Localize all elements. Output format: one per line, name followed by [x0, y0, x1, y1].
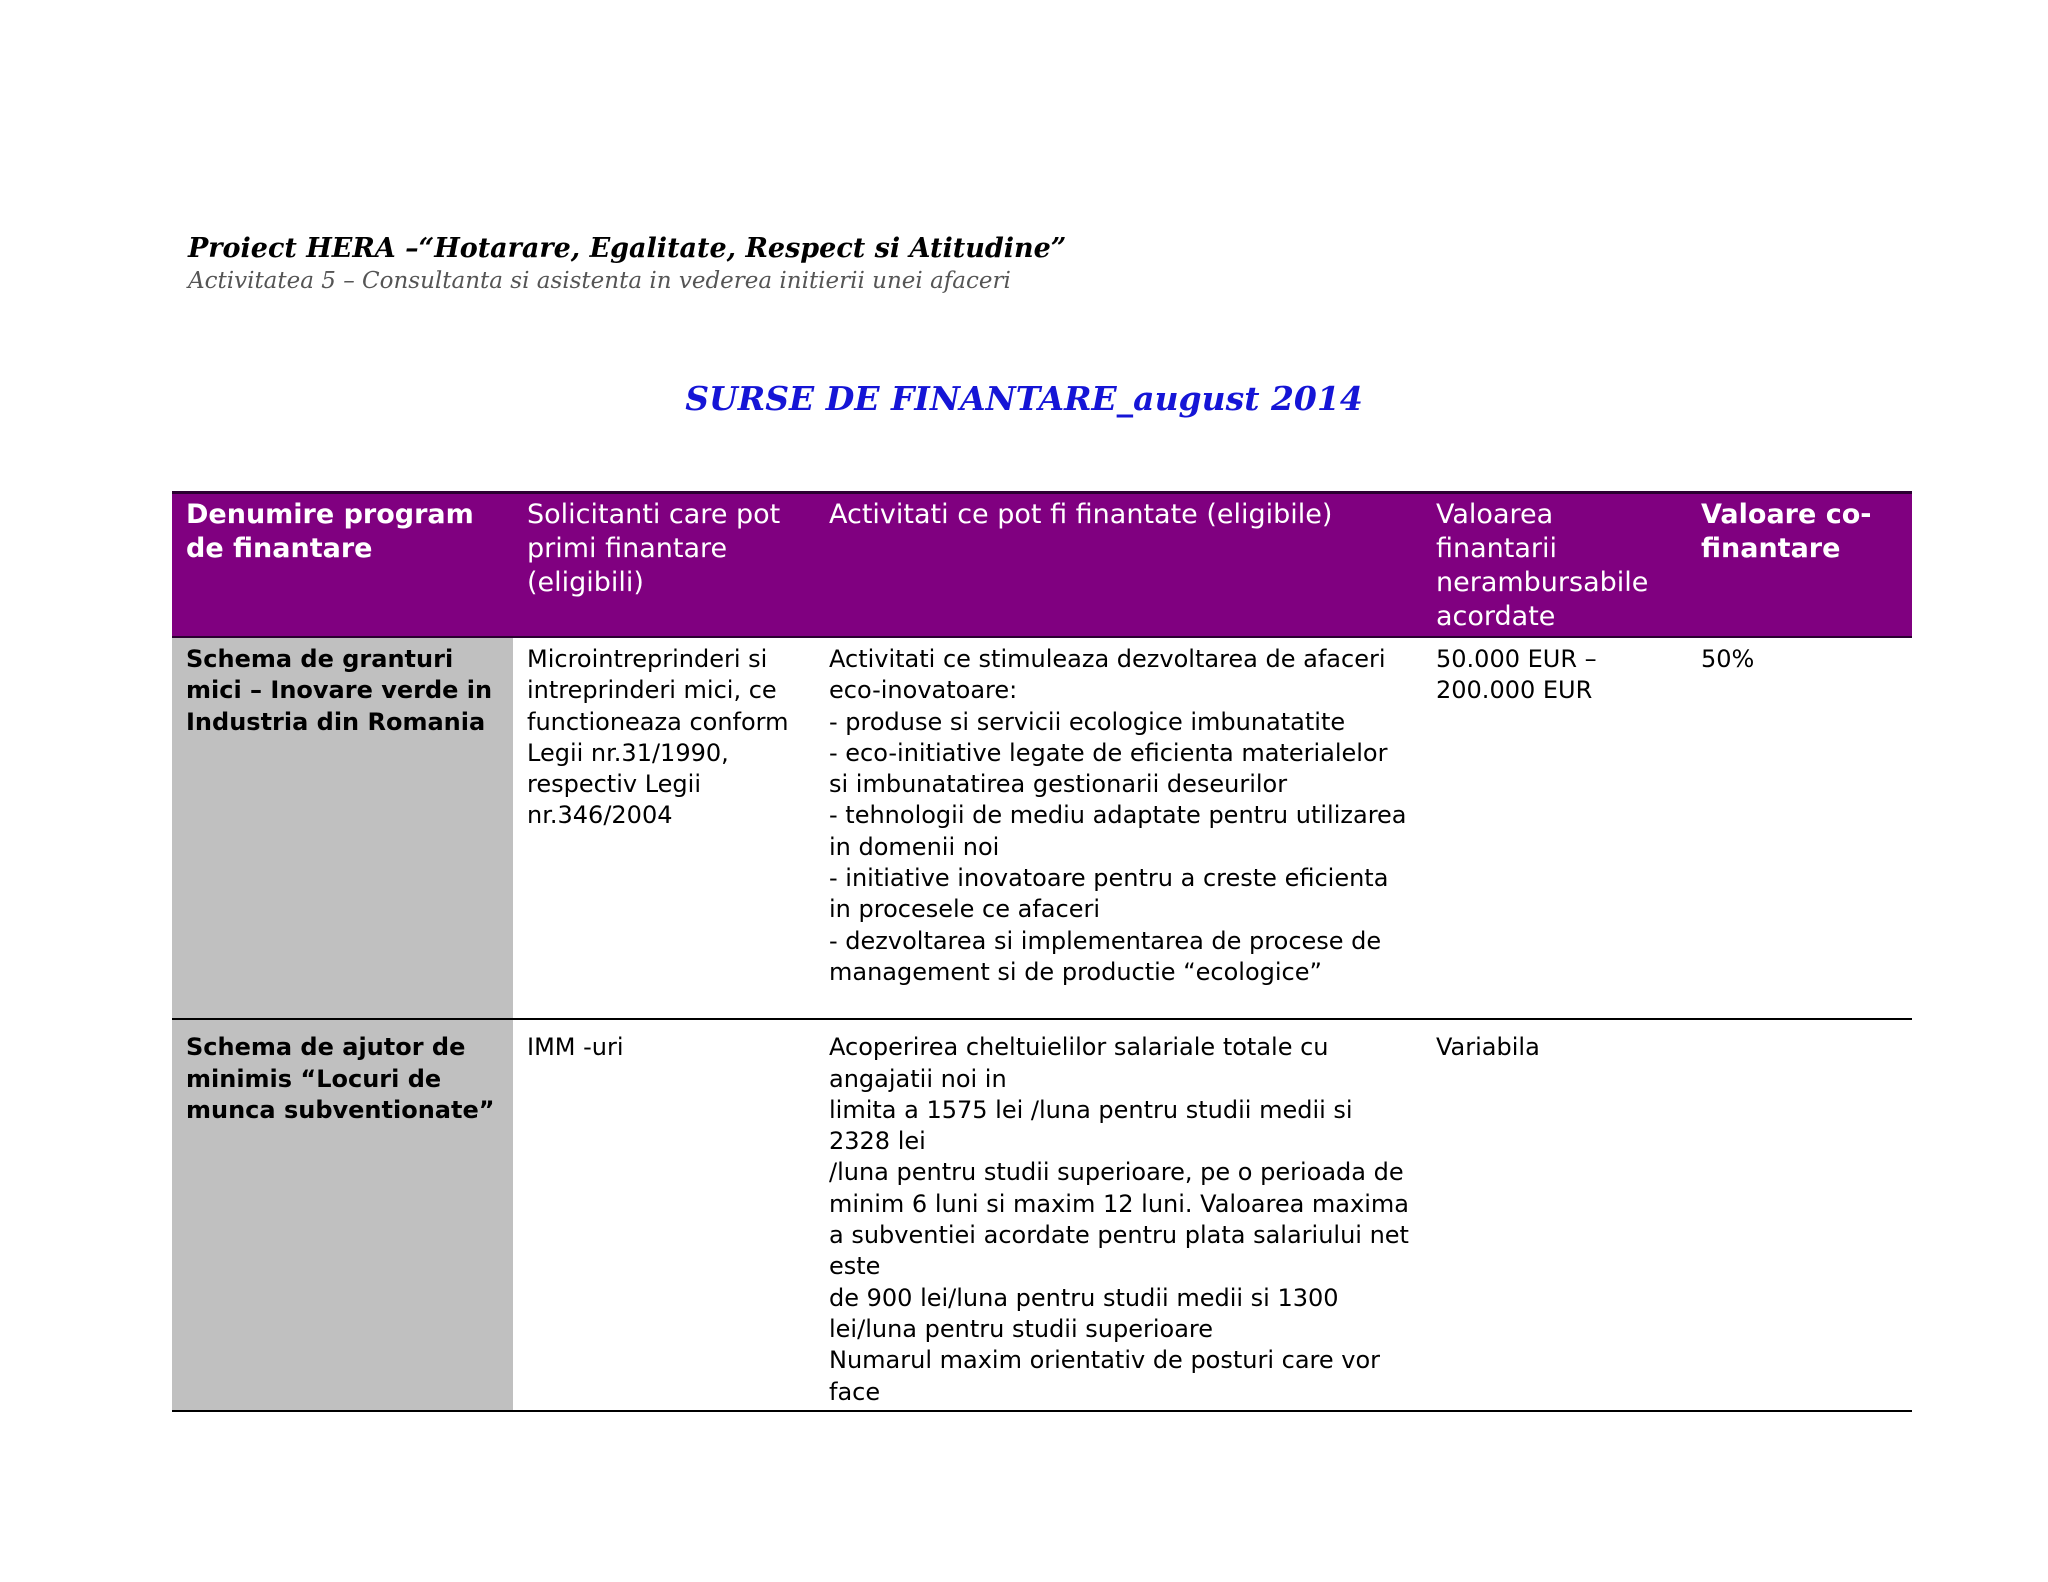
activities-cell	[815, 1019, 1422, 1411]
column-header-activities: Activitati ce pot fi finantate (eligibile)	[829, 499, 1333, 530]
project-title: Proiect HERA –“Hotarare, Egalitate, Respect si Atitudine”	[188, 233, 1067, 264]
activity-line: - dezvoltarea si implementarea de procese de management si de productie “ecologice”	[829, 926, 1382, 986]
grant-value-cell: Variabila	[1436, 1033, 1540, 1062]
activity-line: - tehnologii de mediu adaptate pentru utilizarea in domenii noi	[829, 801, 1407, 861]
activity-subtitle: Activitatea 5 – Consultanta si asistenta in vederea initierii unei afaceri	[188, 268, 1011, 294]
program-name-cell: Schema de granturi mici – Inovare verde in Industria din Romania	[172, 637, 513, 1019]
activity-line: Acoperirea cheltuielilor salariale totale cu angajatii noi in	[829, 1033, 1329, 1093]
activity-line: Activitati ce stimuleaza dezvoltarea de afaceri eco-inovatoare:	[829, 645, 1386, 705]
cofinancing-cell: 50%	[1701, 645, 1755, 673]
table-row	[172, 637, 1912, 1019]
applicants-cell: Microintreprinderi si intreprinderi mici, ce functioneaza conform Legii nr.31/1990, respectiv Legii nr.346/2004	[527, 645, 789, 830]
page-title: SURSE DE FINANTARE_august 2014	[685, 379, 1363, 418]
grant-value-cell: 50.000 EUR – 200.000 EUR	[1436, 645, 1597, 705]
activity-line: de 900 lei/luna pentru studii medii si 1300 lei/luna pentru studii superioare	[829, 1283, 1339, 1343]
cofinancing-cell	[1687, 1019, 1912, 1411]
activity-line: - initiative inovatoare pentru a creste eficienta in procesele ce afaceri	[829, 864, 1389, 924]
activity-line: - produse si servicii ecologice imbunatatite	[829, 707, 1346, 736]
table-header-row	[172, 493, 1912, 638]
table-row	[172, 1019, 1912, 1411]
financing-table	[172, 491, 1912, 1412]
column-header-applicants: Solicitanti care pot primi finantare (eligibili)	[527, 499, 781, 598]
activity-line: /luna pentru studii superioare, pe o perioada de minim 6 luni si maxim 12 luni. Valoarea maxima a subventiei acordate pentru plata salariului net este	[829, 1158, 1409, 1281]
program-name-cell: Schema de ajutor de minimis “Locuri de munca subventionate”	[172, 1019, 513, 1411]
activity-line: Numarul maxim orientativ de posturi care vor face	[829, 1346, 1381, 1406]
activity-line: limita a 1575 lei /luna pentru studii medii si 2328 lei	[829, 1095, 1353, 1156]
activity-line: - eco-initiative legate de eficienta materialelor si imbunatatirea gestionarii deseurilor	[829, 738, 1388, 799]
column-header-value: Valoarea finantarii nerambursabile acordate	[1436, 499, 1649, 632]
column-header-program: Denumire program de finantare	[186, 499, 474, 564]
activities-cell	[815, 637, 1422, 1019]
document-header	[188, 232, 1066, 296]
financing-table-container	[172, 491, 1912, 1412]
applicants-cell: IMM -uri	[527, 1033, 624, 1062]
column-header-cofinancing: Valoare co-finantare	[1701, 499, 1872, 564]
